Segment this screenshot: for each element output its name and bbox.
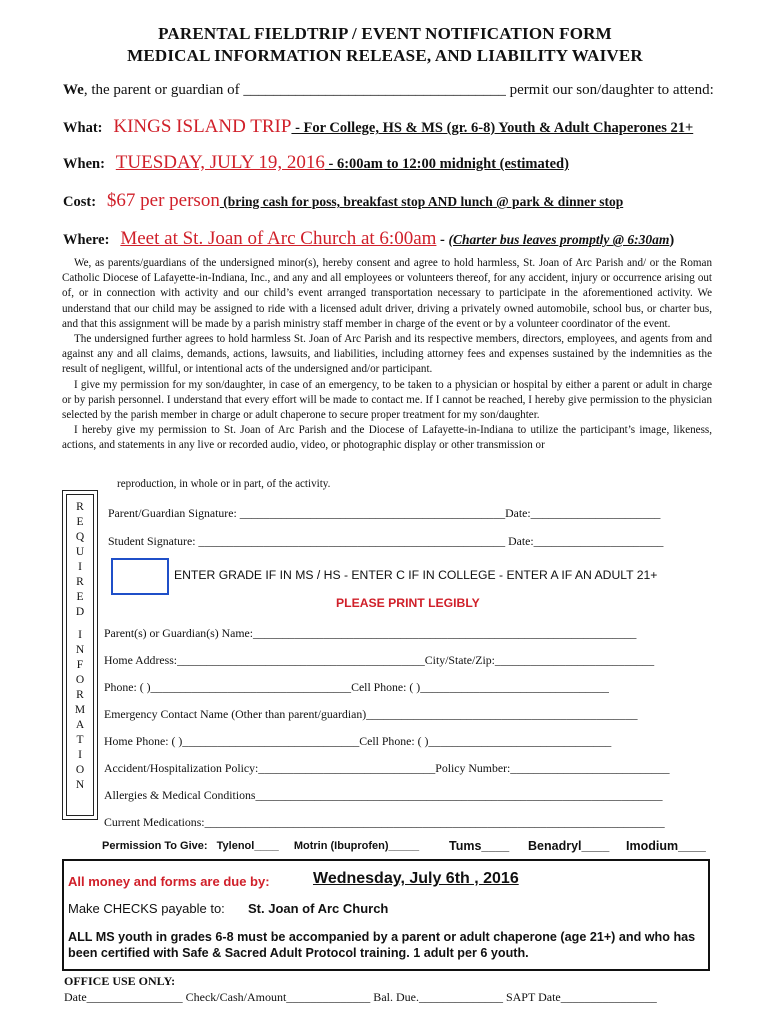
when-detail: - 6:00am to 12:00 midnight (estimated): [324, 156, 569, 172]
cost-line: [63, 190, 623, 212]
waiver-p4a: I hereby give my permission to St. Joan of Arc Parish and the Diocese of Lafayette-in-Indiana to utilize the participant’s image, likeness, actions, and statements in any live or recorded audio, video, or photographic display or other transmission or: [62, 424, 712, 452]
where-close: ): [669, 232, 675, 248]
insurance-policy-field[interactable]: Accident/Hospitalization Policy:______________________________Policy Number:___________________________: [104, 761, 670, 775]
permission-row: [102, 840, 419, 852]
emergency-contact-field[interactable]: Emergency Contact Name (Other than parent/guardian)______________________________________________: [104, 707, 638, 721]
where-dash: -: [436, 232, 449, 248]
home-phone-field[interactable]: Home Phone: ( )______________________________Cell Phone: ( )_______________________________: [104, 734, 612, 748]
waiver-text: [62, 256, 712, 454]
permission-label: Permission To Give:: [102, 840, 208, 852]
grade-entry-box[interactable]: [111, 558, 169, 595]
checks-payee: St. Joan of Arc Church: [248, 901, 389, 916]
due-date: Wednesday, July 6th , 2016: [313, 870, 519, 887]
where-label: Where: [63, 232, 105, 248]
checks-label: Make CHECKS payable to:: [68, 901, 225, 916]
imodium-field[interactable]: Imodium____: [626, 839, 706, 853]
information-label: I N F O R M A T I O N: [74, 629, 86, 791]
cost-value: $67 per person: [106, 190, 220, 211]
allergies-field[interactable]: Allergies & Medical Conditions_____________________________________________________________________: [104, 788, 663, 802]
cost-label: Cost:: [63, 194, 97, 210]
office-use-line[interactable]: Date________________ Check/Cash/Amount______________ Bal. Due.______________ SAPT Date________________: [64, 990, 657, 1004]
when-label: When: [63, 156, 101, 172]
where-line: Where: Meet at St. Joan of Arc Church at 6:00am - (Charter bus leaves promptly @ 6:30am): [63, 228, 675, 249]
office-use-heading: OFFICE USE ONLY:: [64, 974, 176, 988]
tums-field[interactable]: Tums____: [449, 839, 510, 853]
waiver-p4b: reproduction, in whole or in part, of the activity.: [117, 478, 331, 490]
student-signature-field[interactable]: Student Signature: ____________________________________________________ Date:______________________: [108, 534, 664, 548]
intro-text-b: permit our son/daughter to attend:: [505, 82, 714, 98]
ms-chaperone-note: ALL MS youth in grades 6-8 must be accompanied by a parent or adult chaperone (age 21+) and who has been certified with Safe & Sacred Adult Protocol training. 1 adult per 6 youth.: [68, 930, 696, 960]
due-label: All money and forms are due by:: [68, 874, 270, 889]
form-title-line2: MEDICAL INFORMATION RELEASE, AND LIABILITY WAIVER: [127, 46, 643, 65]
due-info-box: [62, 859, 710, 971]
waiver-p3: I give my permission for my son/daughter, in case of an emergency, to be taken to a physician or hospital by either a parent or adult in charge or by parish personnel. I understand that every effort will be made to contact me. If I cannot be reached, I hereby give permission to the physician selected by the parish member in charge or adult chaperone to secure proper treatment for my son/daughter.: [62, 378, 712, 422]
print-legibly-note: PLEASE PRINT LEGIBLY: [336, 596, 480, 610]
grade-instruction: ENTER GRADE IF IN MS / HS - ENTER C IF IN COLLEGE - ENTER A IF AN ADULT 21+: [174, 568, 658, 582]
home-address-field[interactable]: Home Address:__________________________________________City/State/Zip:___________________________: [104, 653, 655, 667]
parent-name-field[interactable]: Parent(s) or Guardian(s) Name:_________________________________________________________________: [104, 626, 637, 640]
where-value: Meet at St. Joan of Arc Church at 6:00am: [120, 228, 437, 249]
intro-we: We: [63, 82, 84, 98]
when-line: When: TUESDAY, JULY 19, 2016 - 6:00am to 12:00 midnight (estimated): [63, 152, 569, 173]
intro-line: [63, 82, 714, 99]
required-label: R E Q U I R E D: [75, 501, 85, 618]
what-detail: - For College, HS & MS (gr. 6-8) Youth & Adult Chaperones 21+: [291, 120, 694, 136]
cost-detail: (bring cash for poss, breakfast stop AND lunch @ park & dinner stop: [219, 194, 624, 209]
motrin-field[interactable]: Motrin (Ibuprofen)_____: [293, 840, 420, 852]
tylenol-field[interactable]: Tylenol____: [216, 840, 279, 852]
where-detail: (Charter bus leaves promptly @ 6:30am: [448, 232, 670, 247]
parent-signature-field[interactable]: Parent/Guardian Signature: _____________________________________________Date:______________________: [108, 506, 661, 520]
what-value: KINGS ISLAND TRIP: [113, 116, 292, 137]
what-line: What: KINGS ISLAND TRIP - For College, HS & MS (gr. 6-8) Youth & Adult Chaperones 21+: [63, 116, 694, 137]
waiver-p2: The undersigned further agrees to hold harmless St. Joan of Arc Parish and its respective members, directors, employees, and agents from and against any and all claims, demands, actions, lawsuits, and liabilities, including attorney fees and expenses sustained by the indemnities as the result of negligent, willful, or intentional acts of the undersigned and/or participant.: [62, 333, 712, 376]
waiver-p1: We, as parents/guardians of the undersigned minor(s), hereby consent and agree to hold harmless, St. Joan of Arc Parish and/ or the Roman Catholic Diocese of Lafayette-in-Indiana, Inc., and any and all employees or volunteers thereof, for any accident, injury or occurrence arising out of, or in connection with activity and our child’s event arranged transportation necessary to participate in the aforementioned activity. We understand that our child may be assigned to ride with a licensed adult driver, driving a privately owned automobile, school bus, or charter bus, and that this assignment will be made by a parish ministry staff member in charge of the event or by a volunteer coordinator of the event.: [62, 257, 712, 330]
what-label: What: [63, 120, 98, 136]
when-value: TUESDAY, JULY 19, 2016: [115, 152, 325, 173]
medications-field[interactable]: Current Medications:______________________________________________________________________________: [104, 815, 665, 829]
benadryl-field[interactable]: Benadryl____: [528, 839, 610, 853]
form-title-line1: PARENTAL FIELDTRIP / EVENT NOTIFICATION FORM: [158, 24, 612, 43]
phone-field[interactable]: Phone: ( )__________________________________Cell Phone: ( )________________________________: [104, 680, 609, 694]
child-name-blank[interactable]: ___________________________________: [243, 82, 506, 98]
intro-text-a: , the parent or guardian of: [83, 82, 244, 98]
